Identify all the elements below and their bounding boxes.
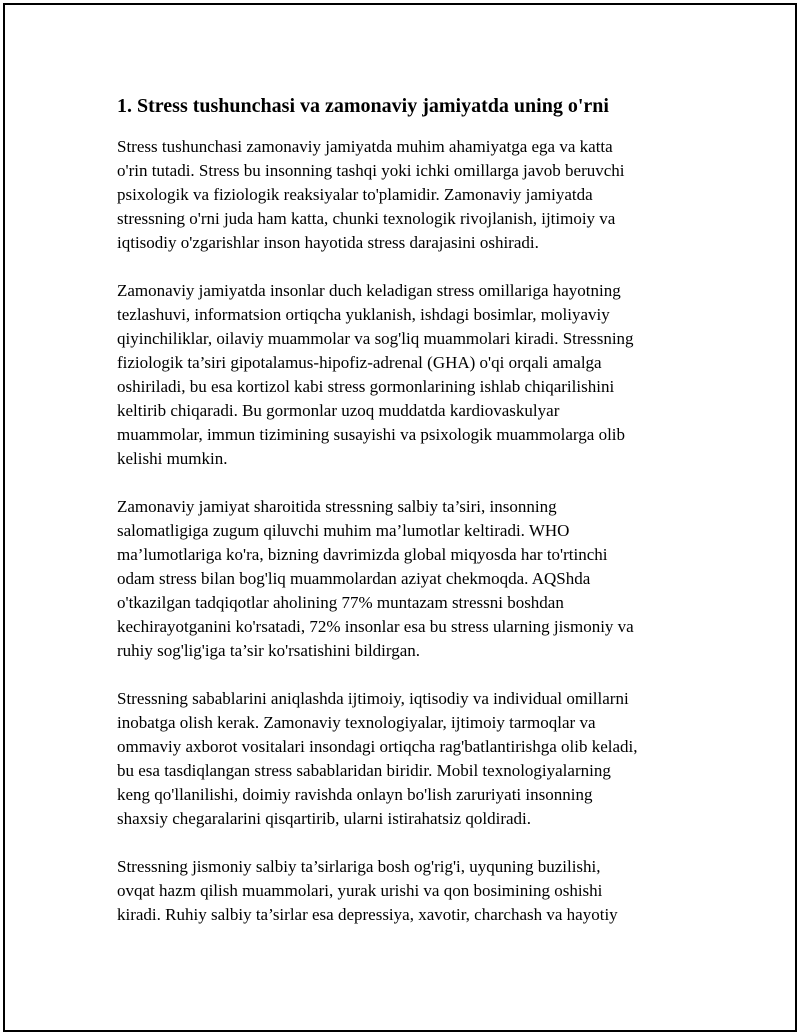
text-line: tezlashuvi, informatsion ortiqcha yuklanish, ishdagi bosimlar, moliyaviy: [117, 305, 610, 324]
text-line: odam stress bilan bog'liq muammolardan aziyat chekmoqda. AQShda: [117, 569, 591, 588]
text-line: oshiriladi, bu esa kortizol kabi stress gormonlarining ishlab chiqarilishini: [117, 377, 615, 396]
text-line: muammolar, immun tizimining susayishi va psixologik muammolarga olib: [117, 425, 626, 444]
section-heading: 1. Stress tushunchasi va zamonaviy jamiyatda uning o'rni: [117, 95, 609, 117]
text-line: ommaviy axborot vositalari insondagi ortiqcha rag'batlantirishga olib keladi,: [117, 737, 638, 756]
text-line: o'rin tutadi. Stress bu insonning tashqi yoki ichki omillarga javob beruvchi: [117, 161, 625, 180]
paragraph-4: [117, 687, 697, 831]
text-line: kechirayotganini ko'rsatadi, 72% insonlar esa bu stress ularning jismoniy va: [117, 617, 634, 636]
text-line: ma’lumotlariga ko'ra, bizning davrimizda global miqyosda har to'rtinchi: [117, 545, 608, 564]
text-line: kiradi. Ruhiy salbiy ta’sirlar esa depressiya, xavotir, charchash va hayotiy: [117, 905, 618, 924]
text-line: Zamonaviy jamiyatda insonlar duch keladigan stress omillariga hayotning: [117, 281, 621, 300]
text-line: bu esa tasdiqlangan stress sabablaridan biridir. Mobil texnologiyalarning: [117, 761, 611, 780]
text-line: stressning o'rni juda ham katta, chunki texnologik rivojlanish, ijtimoiy va: [117, 209, 616, 228]
paragraph-5: [117, 855, 697, 927]
text-line: ovqat hazm qilish muammolari, yurak urishi va qon bosimining oshishi: [117, 881, 603, 900]
text-line: ruhiy sog'lig'iga ta’sir ko'rsatishini bildirgan.: [117, 641, 421, 660]
text-line: keng qo'llanilishi, doimiy ravishda onlayn bo'lish zaruriyati insonning: [117, 785, 593, 804]
text-line: Stress tushunchasi zamonaviy jamiyatda muhim ahamiyatga ega va katta: [117, 137, 613, 156]
text-line: salomatligiga zugum qiluvchi muhim ma’lumotlar keltiradi. WHO: [117, 521, 570, 540]
text-line: Zamonaviy jamiyat sharoitida stressning salbiy ta’siri, insonning: [117, 497, 557, 516]
text-line: shaxsiy chegaralarini qisqartirib, ularni istirahatsiz qoldiradi.: [117, 809, 532, 828]
text-line: iqtisodiy o'zgarishlar inson hayotida stress darajasini oshiradi.: [117, 233, 539, 252]
paragraph-1: [117, 135, 697, 255]
text-line: fiziologik ta’siri gipotalamus-hipofiz-adrenal (GHA) o'qi orqali amalga: [117, 353, 602, 372]
document-body: [117, 92, 697, 951]
text-line: keltirib chiqaradi. Bu gormonlar uzoq muddatda kardiovaskulyar: [117, 401, 560, 420]
text-line: inobatga olish kerak. Zamonaviy texnologiyalar, ijtimoiy tarmoqlar va: [117, 713, 596, 732]
text-line: psixologik va fiziologik reaksiyalar to'plamidir. Zamonaviy jamiyatda: [117, 185, 593, 204]
paragraph-2: [117, 279, 697, 471]
paragraph-3: [117, 495, 697, 663]
text-line: o'tkazilgan tadqiqotlar aholining 77% muntazam stressni boshdan: [117, 593, 564, 612]
text-line: Stressning jismoniy salbiy ta’sirlariga bosh og'rig'i, uyquning buzilishi,: [117, 857, 601, 876]
text-line: kelishi mumkin.: [117, 449, 228, 468]
text-line: Stressning sabablarini aniqlashda ijtimoiy, iqtisodiy va individual omillarni: [117, 689, 629, 708]
text-line: qiyinchiliklar, oilaviy muammolar va sog'liq muammolari kiradi. Stressning: [117, 329, 634, 348]
